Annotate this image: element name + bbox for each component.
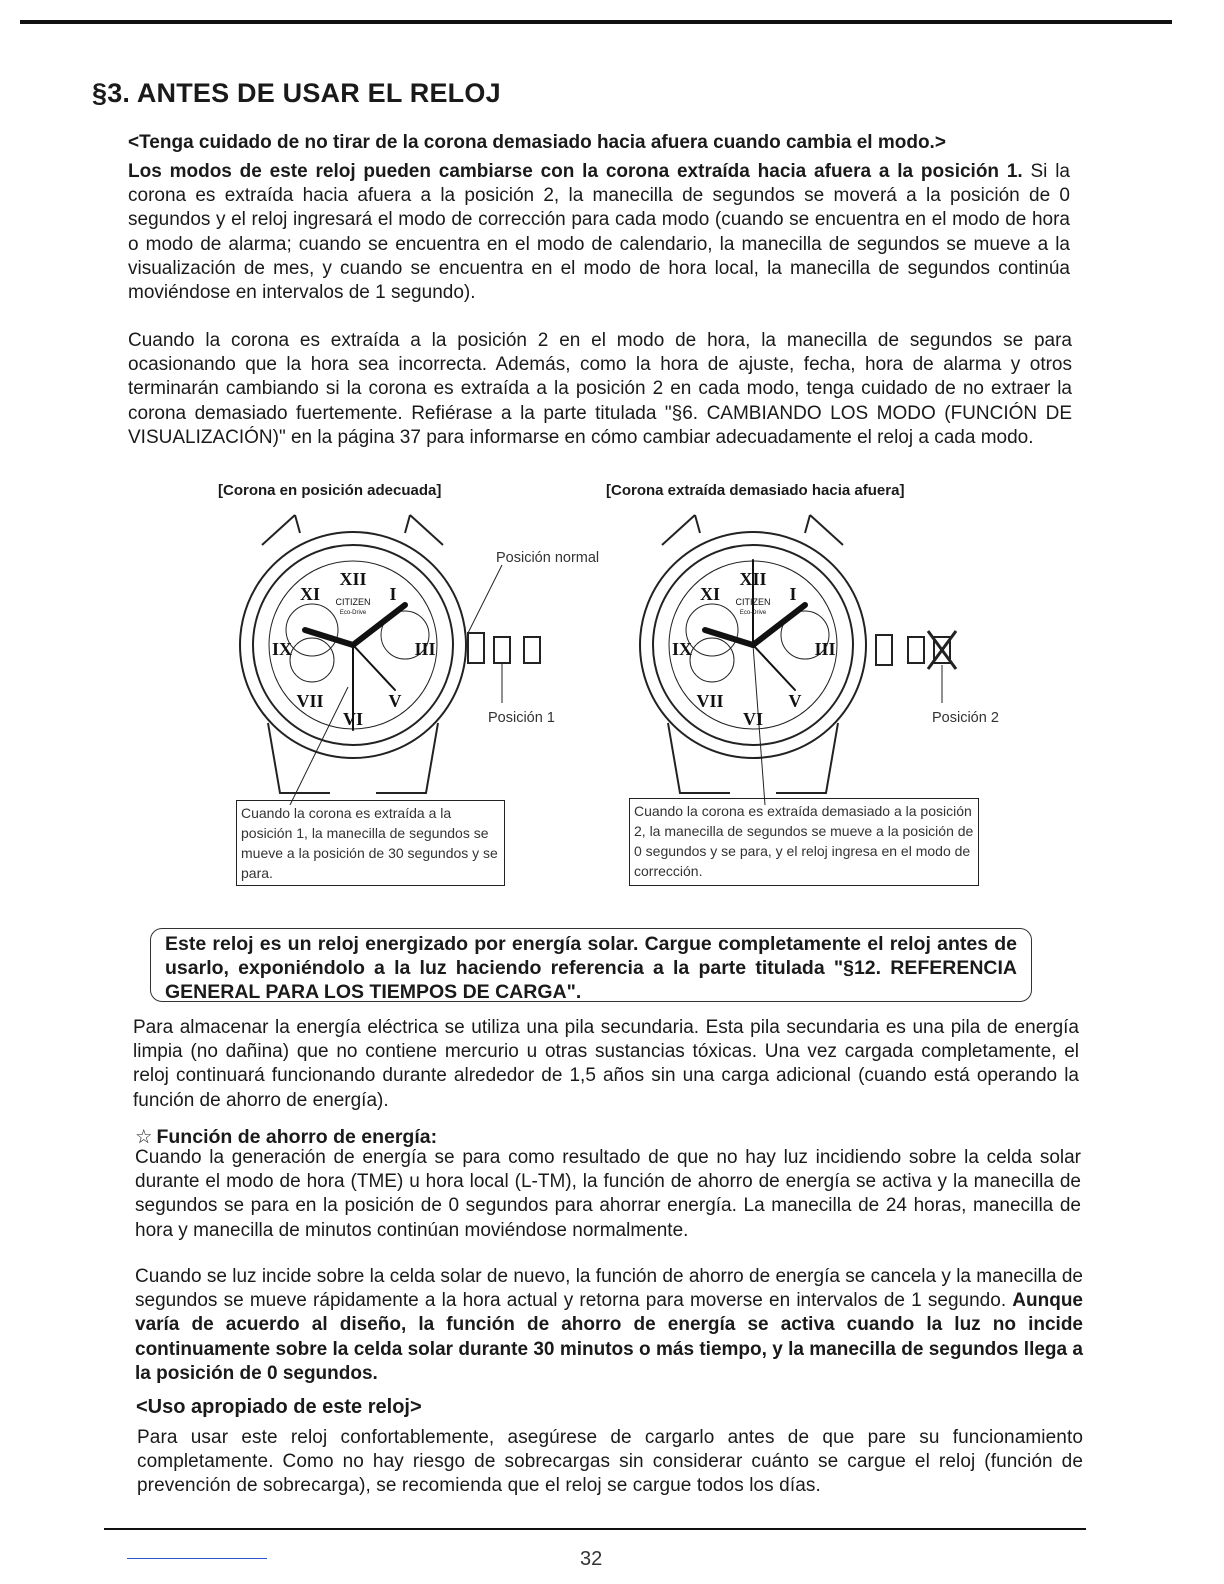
figure-caption-left: [Corona en posición adecuada] bbox=[218, 482, 442, 499]
brand-subtext: Eco-Drive bbox=[339, 610, 367, 616]
brand-subtext-2: Eco-Drive bbox=[739, 610, 767, 616]
warning-heading: <Tenga cuidado de no tirar de la corona demasiado hacia afuera cuando cambia el modo.> bbox=[128, 132, 946, 153]
svg-text:IX: IX bbox=[671, 639, 693, 659]
svg-text:XI: XI bbox=[299, 584, 321, 604]
svg-text:VII: VII bbox=[296, 691, 324, 711]
paragraph-crown-warning: Cuando la corona es extraída a la posición 2 en el modo de hora, la manecilla de segundos se para ocasionando que la hora sea incorrecta. Además, como la hora de ajuste, fecha, hora de alarma y otros terminarán cambiando si la corona es extraída a la posición 2 en cada modo, tenga cuidado de no extraer la corona demasiado fuertemente. Refiérase a la parte titulada "§6. CAMBIANDO LOS MODO (FUNCIÓN DE VISUALIZACIÓN)" en la página 37 para informarse en cómo cambiar adecuadamente el reloj a cada modo. bbox=[128, 330, 1072, 448]
svg-text:XI: XI bbox=[699, 584, 721, 604]
svg-text:VI: VI bbox=[742, 709, 764, 729]
paragraph-power-save-cancel-bold: Aunque varía de acuerdo al diseño, la función de ahorro de energía se activa cuando la luz no incide continuamente sobre la celda solar durante 30 minutos o más tiempo, y la manecilla de segundos llega a la posición de 0 segundos. bbox=[135, 1290, 1083, 1384]
paragraph-proper-use: Para usar este reloj confortablemente, asegúrese de cargarlo antes de que pare su funcionamiento completamente. Como no hay riesgo de sobrecargas sin considerar cuánto se cargue el reloj (función de prevención de sobrecarga), se recomienda que el reloj se cargue todos los días. bbox=[137, 1427, 1083, 1497]
brand-text: CITIZEN bbox=[335, 597, 371, 607]
label-position-2: Posición 2 bbox=[932, 710, 999, 726]
label-position-1: Posición 1 bbox=[488, 710, 555, 726]
callout-position-2: Cuando la corona es extraída demasiado a la posición 2, la manecilla de segundos se mueve a la posición de 0 segundos y se para, y el reloj ingresa en el modo de corrección. bbox=[629, 798, 979, 886]
svg-text:III: III bbox=[814, 639, 836, 659]
bottom-rule bbox=[104, 1528, 1086, 1530]
paragraph-battery: Para almacenar la energía eléctrica se utiliza una pila secundaria. Esta pila secundaria es una pila de energía limpia (no dañina) que no contiene mercurio u otras sustancias tóxicas. Una vez cargada completamente, el reloj continuará funcionando durante alrededor de 1,5 años sin una carga adicional (cuando está operando la función de ahorro de energía). bbox=[133, 1017, 1079, 1111]
power-save-heading-text: Función de ahorro de energía: bbox=[156, 1126, 438, 1148]
brand-text-2: CITIZEN bbox=[735, 597, 771, 607]
solar-notice-box: Este reloj es un reloj energizado por energía solar. Cargue completamente el reloj antes de usarlo, exponiéndolo a la luz haciendo referencia a la parte titulada "§12. REFERENCIA GENERAL PARA LOS TIEMPOS DE CARGA". bbox=[150, 928, 1032, 1002]
paragraph-modes bbox=[128, 160, 1070, 305]
svg-text:V: V bbox=[388, 691, 402, 711]
link-underline bbox=[127, 1558, 267, 1559]
svg-text:III: III bbox=[414, 639, 436, 659]
proper-use-heading: <Uso apropiado de este reloj> bbox=[136, 1396, 422, 1418]
paragraph-power-save: Cuando la generación de energía se para como resultado de que no hay luz incidiendo sobre la celda solar durante el modo de hora (TME) u hora local (L-TM), la función de ahorro de energía se activa y la manecilla de segundos se para en la posición de 0 segundos para ahorrar energía. La manecilla de 24 horas, manecilla de hora y manecilla de minutos continúan moviéndose normalmente. bbox=[135, 1147, 1081, 1241]
label-normal-position: Posición normal bbox=[496, 550, 600, 566]
figure-caption-right: [Corona extraída demasiado hacia afuera] bbox=[606, 482, 905, 499]
svg-text:XII: XII bbox=[339, 569, 367, 589]
svg-text:VI: VI bbox=[342, 709, 364, 729]
star-icon: ☆ bbox=[135, 1126, 153, 1148]
watch-illustration-overextended bbox=[600, 505, 1020, 805]
section-title: §3. ANTES DE USAR EL RELOJ bbox=[92, 78, 501, 108]
paragraph-modes-bold: Los modos de este reloj pueden cambiarse con la corona extraída hacia afuera a la posición 1. bbox=[128, 161, 1023, 182]
svg-text:V: V bbox=[788, 691, 802, 711]
top-rule bbox=[20, 20, 1172, 24]
page-number: 32 bbox=[580, 1548, 603, 1568]
svg-text:I: I bbox=[389, 584, 397, 604]
callout-position-1: Cuando la corona es extraída a la posición 1, la manecilla de segundos se mueve a la posición de 30 segundos y se para. bbox=[236, 800, 505, 886]
svg-text:IX: IX bbox=[271, 639, 293, 659]
paragraph-modes-text: Si la corona es extraída hacia afuera a la posición 2, la manecilla de segundos se moverá a la posición de 0 segundos y el reloj ingresará el modo de corrección para cada modo (cuando se encuentra en el modo de hora o modo de alarma; cuando se encuentra en el modo de calendario, la manecilla de segundos se mueve a la visualización de mes, y cuando se encuentra en el modo de hora local, la manecilla de segundos continúa moviéndose en intervalos de 1 segundo). bbox=[128, 161, 1070, 304]
svg-text:I: I bbox=[789, 584, 797, 604]
paragraph-power-save-cancel bbox=[135, 1265, 1083, 1386]
svg-text:XII: XII bbox=[739, 569, 767, 589]
svg-text:VII: VII bbox=[696, 691, 724, 711]
paragraph-power-save-cancel-text: Cuando se luz incide sobre la celda solar de nuevo, la función de ahorro de energía se cancela y la manecilla de segundos se mueve rápidamente a la hora actual y retorna para moverse en intervalos de 1 segundo. bbox=[135, 1266, 1083, 1312]
